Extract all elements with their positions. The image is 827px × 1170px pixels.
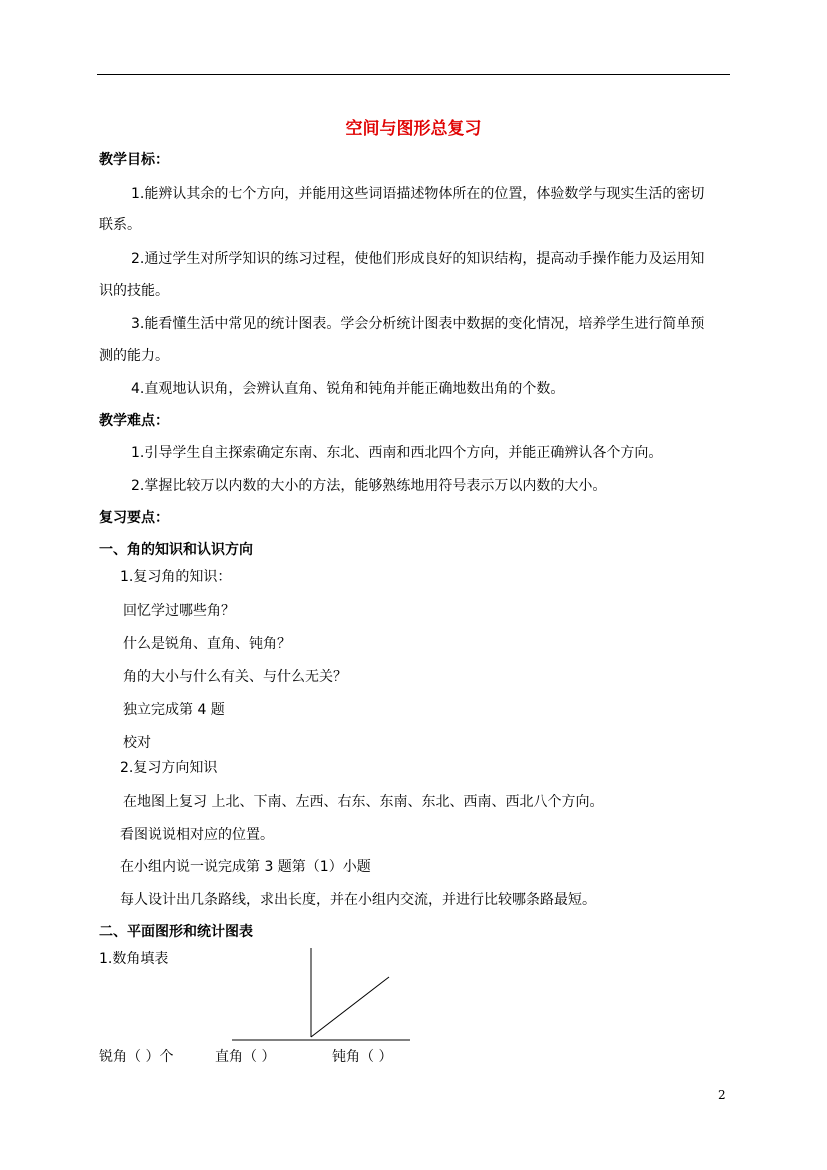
angle-oblique-ray: [311, 977, 389, 1037]
review-line: 角的大小与什么有关、与什么无关？: [123, 669, 347, 685]
goals-heading: 教学目标：: [99, 152, 169, 168]
section-2-sub-1: 1.数角填表: [99, 951, 169, 967]
direction-line: 看图说说相对应的位置。: [120, 827, 274, 843]
goal-2-line-1: 2.通过学生对所学知识的练习过程，使他们形成良好的知识结构，提高动手操作能力及运用知: [131, 251, 705, 267]
section-1-sub-1: 1.复习角的知识：: [120, 569, 232, 585]
page-title: 空间与图形总复习: [345, 119, 482, 139]
goal-3-line-2: 测的能力。: [99, 348, 169, 364]
goal-1-line-1: 1.能辨认其余的七个方向，并能用这些词语描述物体所在的位置，体验数学与现实生活的密切: [131, 186, 705, 202]
review-line: 什么是锐角、直角、钝角？: [123, 636, 291, 652]
direction-line: 在地图上复习 上北、下南、左西、右东、东南、东北、西南、西北八个方向。: [123, 794, 604, 810]
goal-4: 4.直观地认识角，会辨认直角、锐角和钝角并能正确地数出角的个数。: [131, 381, 565, 397]
section-2-heading: 二、平面图形和统计图表: [99, 924, 253, 940]
difficulty-1: 1.引导学生自主探索确定东南、东北、西南和西北四个方向，并能正确辨认各个方向。: [131, 445, 663, 461]
direction-line: 每人设计出几条路线，求出长度，并在小组内交流，并进行比较哪条路最短。: [120, 892, 596, 908]
review-heading: 复习要点：: [99, 510, 169, 526]
goal-3-line-1: 3.能看懂生活中常见的统计图表。学会分析统计图表中数据的变化情况，培养学生进行简单预: [131, 316, 705, 332]
goal-2-line-2: 识的技能。: [99, 283, 169, 299]
difficulties-heading: 教学难点：: [99, 413, 169, 429]
page-number: 2: [718, 1088, 726, 1102]
review-line: 校对: [123, 735, 151, 751]
right-angle-answer: 直角（ ）: [215, 1049, 276, 1065]
section-1-sub-2: 2.复习方向知识: [120, 760, 218, 776]
review-line: 回忆学过哪些角？: [123, 603, 235, 619]
direction-line: 在小组内说一说完成第 3 题第（1）小题: [120, 859, 371, 875]
section-1-heading: 一、角的知识和认识方向: [99, 542, 253, 558]
obtuse-angle-answer: 钝角（ ）: [332, 1049, 393, 1065]
goal-1-line-2: 联系。: [99, 217, 141, 233]
review-line: 独立完成第 4 题: [123, 702, 225, 718]
difficulty-2: 2.掌握比较万以内数的大小的方法，能够熟练地用符号表示万以内数的大小。: [131, 478, 607, 494]
acute-angle-answer: 锐角（ ）个: [99, 1049, 174, 1065]
